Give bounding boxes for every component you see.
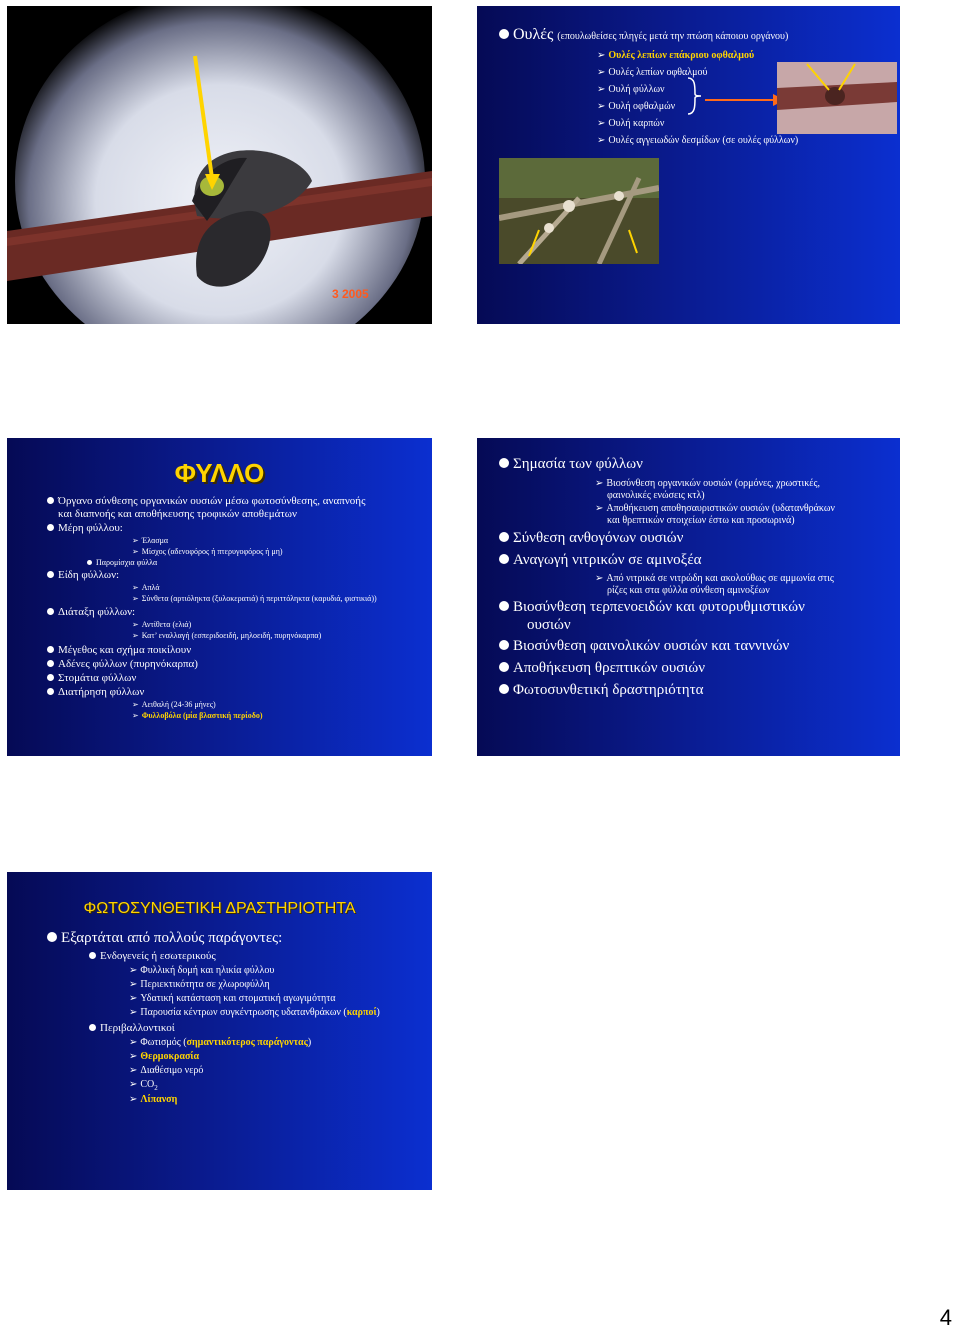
bullet-icon: [499, 640, 509, 650]
arrow-bullet-icon: ➢: [597, 135, 606, 146]
leaf-retention-item: ➢ Αειθαλή (24-36 μήνες): [132, 700, 216, 709]
date-stamp: 3 2005: [332, 287, 369, 301]
leaf-glands: Αδένες φύλλων (πυρηνόκαρπα): [47, 658, 198, 670]
slide-leaf: [7, 438, 432, 756]
importance-heading: Σημασία των φύλλων: [499, 456, 643, 473]
bullet-icon: [89, 952, 96, 959]
arrow-bullet-icon: ➢: [132, 620, 139, 629]
importance-subitem-cont: ρίζες και στα φύλλα σύνθεση αμινοξέων: [607, 585, 770, 596]
scar-item: ➢ Ουλές λεπίων οφθαλμού: [597, 67, 708, 78]
leaf-retention-item: ➢ Φυλλοβόλα (μία βλαστική περίοδο): [132, 711, 263, 720]
bullet-icon: [47, 524, 54, 531]
slide-bud-photo: [7, 6, 432, 324]
bullet-icon: [47, 674, 54, 681]
scars-heading: Ουλές: [513, 26, 554, 43]
arrow-bullet-icon: ➢: [595, 503, 604, 514]
scar-photo-twig: [777, 62, 897, 134]
leaf-retention: Διατήρηση φύλλων: [47, 686, 144, 698]
factor-item: ➢ Λίπανση: [129, 1094, 178, 1105]
importance-item: Αναγωγή νιτρικών σε αμινοξέα: [499, 552, 701, 569]
importance-item: Βιοσύνθεση τερπενοειδών και φυτορυθμιστικών: [499, 599, 805, 616]
arrow-bullet-icon: ➢: [597, 50, 606, 61]
leaf-part-item: ➢ Μίσχος (αδενοφόρος ή πτερυγοφόρος ή μη): [132, 547, 283, 556]
arrow-bullet-icon: ➢: [595, 573, 604, 584]
page-number: 4: [939, 1305, 952, 1330]
arrow-bullet-icon: ➢: [132, 631, 139, 640]
factor-item: ➢ Φωτισμός (σημαντικότερος παράγοντας): [129, 1037, 312, 1048]
photosynthesis-title: ΦΩΤΟΣΥΝΘΕΤΙΚΗ ΔΡΑΣΤΗΡΙΟΤΗΤΑ: [83, 900, 356, 917]
scar-item: ➢ Ουλή καρπών: [597, 118, 665, 129]
importance-item-cont: ουσιών: [527, 617, 571, 633]
arrow-bullet-icon: ➢: [597, 101, 606, 112]
arrow-bullet-icon: ➢: [129, 1051, 138, 1062]
factor-item: ➢ Θερμοκρασία: [129, 1051, 200, 1062]
scar-item: ➢ Ουλή φύλλων: [597, 84, 665, 95]
bullet-icon: [47, 608, 54, 615]
slide-scars: [477, 6, 900, 324]
factor-item: ➢ Περιεκτικότητα σε χλωροφύλλη: [129, 979, 270, 990]
arrow-bullet-icon: ➢: [597, 84, 606, 95]
arrow-bullet-icon: ➢: [129, 1094, 138, 1105]
importance-item: Φωτοσυνθετική δραστηριότητα: [499, 682, 704, 699]
brace-icon: [685, 76, 705, 116]
arrow-bullet-icon: ➢: [597, 67, 606, 78]
leaf-type-item: ➢ Απλά: [132, 583, 160, 592]
factor-item: ➢ $CO_2$: [129, 1079, 158, 1092]
bullet-icon: [499, 532, 509, 542]
leaf-parts: Μέρη φύλλου:: [47, 522, 123, 534]
photosynthesis-intro: Εξαρτάται από πολλούς παράγοντες:: [47, 930, 282, 947]
importance-subitem-cont: και θρεπτικών στοιχείων έστω και προσωρινά): [607, 515, 795, 526]
leaf-arrangement-item: ➢ Αντίθετα (ελιά): [132, 620, 192, 629]
bullet-icon: [499, 662, 509, 672]
pointer-arrow-icon: [705, 90, 785, 110]
factor-group: Περιβαλλοντικοί: [89, 1022, 175, 1034]
arrow-bullet-icon: ➢: [132, 547, 139, 556]
importance-item: Σύνθεση ανθογόνων ουσιών: [499, 530, 683, 547]
arrow-bullet-icon: ➢: [132, 594, 139, 603]
leaf-title: ΦΥΛΛΟ: [174, 458, 265, 488]
scar-item: ➢ Ουλή οφθαλμών: [597, 101, 676, 112]
scar-photo-branches: [499, 158, 659, 264]
leaf-part-item: ➢ Έλασμα: [132, 536, 169, 545]
bullet-icon: [499, 458, 509, 468]
importance-subitem: ➢ Αποθήκευση αποθησαυριστικών ουσιών (υδατανθράκων: [595, 503, 835, 514]
arrow-bullet-icon: ➢: [129, 993, 138, 1004]
factor-group: Ενδογενείς ή εσωτερικούς: [89, 950, 216, 962]
leaf-arrangement: Διάταξη φύλλων:: [47, 606, 135, 618]
importance-item: Βιοσύνθεση φαινολικών ουσιών και ταννινών: [499, 638, 789, 655]
scar-item: ➢ Ουλές λεπίων επάκριου οφθαλμού: [597, 50, 755, 61]
bullet-icon: [499, 601, 509, 611]
slide-photosynthesis: [7, 872, 432, 1190]
arrow-bullet-icon: ➢: [129, 1007, 138, 1018]
arrow-bullet-icon: ➢: [129, 1037, 138, 1048]
factor-item: ➢ Υδατική κατάσταση και στοματική αγωγιμότητα: [129, 993, 336, 1004]
bud-photo: [7, 6, 432, 324]
leaf-type-item: ➢ Σύνθετα (αρτιόληκτα (ξυλοκερατιά) ή περιττόληκτα (καρυδιά, φιστικιά)): [132, 594, 377, 603]
leaf-part-item: Παρομίσχια φύλλα: [87, 558, 157, 567]
leaf-arrangement-item: ➢ Κατ’ εναλλαγή (εσπεριδοειδή, μηλοειδή, πυρηνόκαρπα): [132, 631, 322, 640]
importance-subitem: ➢ Από νιτρικά σε νιτρώδη και ακολούθως σε αμμωνία στις: [595, 573, 834, 584]
bullet-icon: [47, 660, 54, 667]
slide-leaf-importance: [477, 438, 900, 756]
arrow-bullet-icon: ➢: [132, 700, 139, 709]
scars-heading-line: [499, 26, 788, 44]
arrow-bullet-icon: ➢: [132, 583, 139, 592]
bullet-icon: [47, 646, 54, 653]
arrow-bullet-icon: ➢: [132, 711, 139, 720]
leaf-size: Μέγεθος και σχήμα ποικίλουν: [47, 644, 191, 656]
bullet-icon: [47, 571, 54, 578]
arrow-bullet-icon: ➢: [595, 478, 604, 489]
arrow-bullet-icon: ➢: [129, 979, 138, 990]
factor-item: ➢ Παρουσία κέντρων συγκέντρωσης υδατανθράκων (καρποί): [129, 1007, 380, 1018]
arrow-bullet-icon: ➢: [129, 1079, 138, 1090]
scar-item: ➢ Ουλές αγγειωδών δεσμίδων (σε ουλές φύλλων): [597, 135, 799, 146]
bullet-icon: [89, 1024, 96, 1031]
factor-item: ➢ Διαθέσιμο νερό: [129, 1065, 204, 1076]
leaf-types: Είδη φύλλων:: [47, 569, 119, 581]
importance-subitem: ➢ Βιοσύνθεση οργανικών ουσιών (ορμόνες, χρωστικές,: [595, 478, 820, 489]
bullet-icon: [87, 560, 92, 565]
arrow-bullet-icon: ➢: [129, 965, 138, 976]
importance-subitem-cont: φαινολικές ενώσεις κτλ): [607, 490, 705, 501]
arrow-bullet-icon: ➢: [129, 1065, 138, 1076]
arrow-bullet-icon: ➢: [597, 118, 606, 129]
leaf-definition-cont: και διαπνοής και αποθήκευσης τροφικών αποθεμάτων: [58, 508, 297, 520]
leaf-definition: Όργανο σύνθεσης οργανικών ουσιών μέσω φωτοσύνθεσης, αναπνοής: [47, 495, 365, 507]
bullet-icon: [47, 497, 54, 504]
bullet-icon: [499, 684, 509, 694]
factor-item: ➢ Φυλλική δομή και ηλικία φύλλου: [129, 965, 275, 976]
leaf-stomata: Στομάτια φύλλων: [47, 672, 136, 684]
bullet-icon: [499, 554, 509, 564]
importance-item: Αποθήκευση θρεπτικών ουσιών: [499, 660, 705, 677]
scars-note: (επουλωθείσες πληγές μετά την πτώση κάποιου οργάνου): [557, 31, 789, 42]
bullet-icon: [499, 29, 509, 39]
bullet-icon: [47, 932, 57, 942]
bullet-icon: [47, 688, 54, 695]
arrow-bullet-icon: ➢: [132, 536, 139, 545]
